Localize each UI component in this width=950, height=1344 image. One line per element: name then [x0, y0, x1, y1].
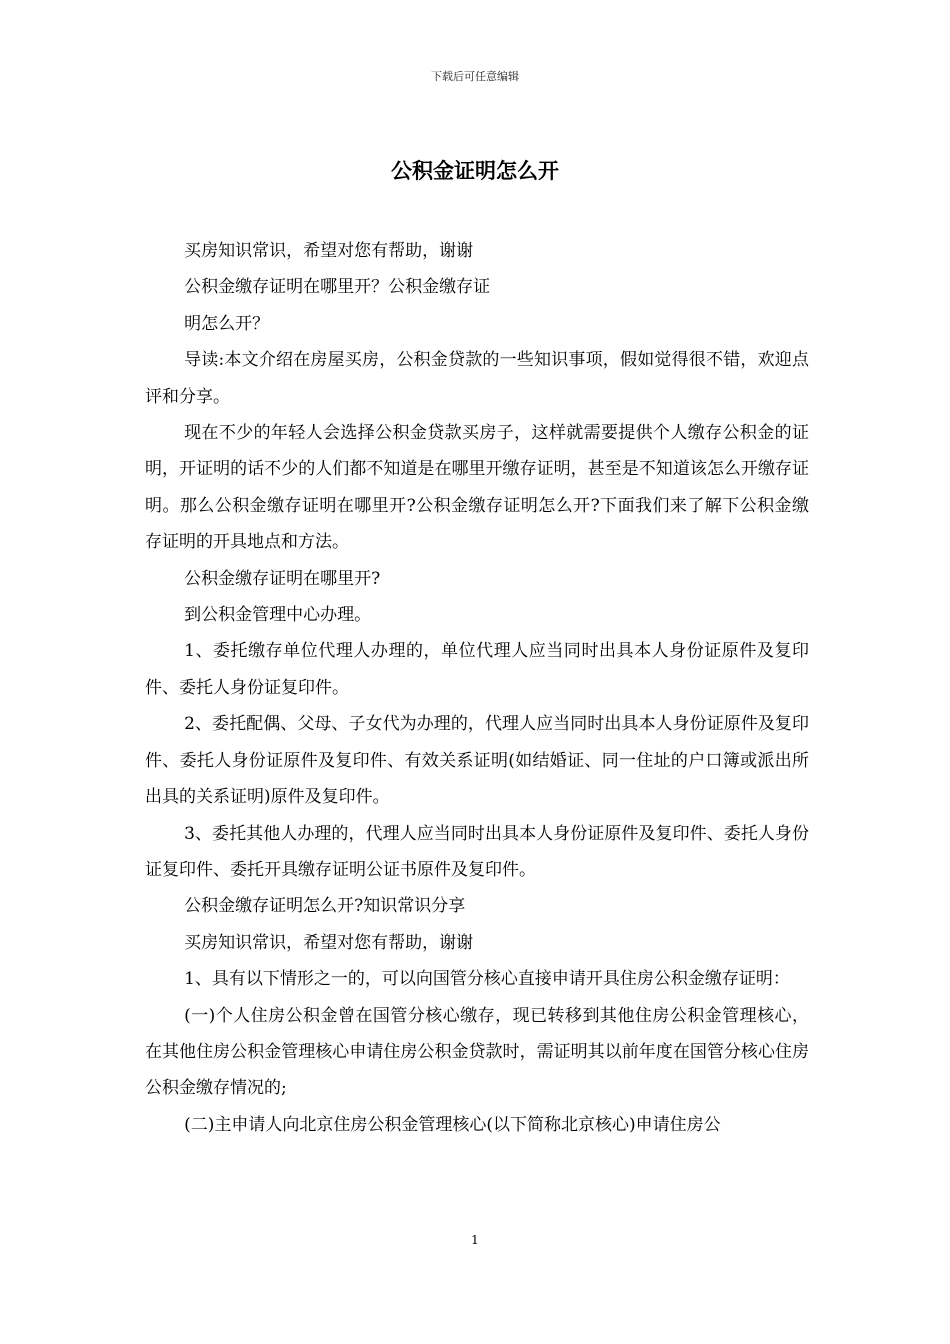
- paragraph: 买房知识常识，希望对您有帮助，谢谢: [184, 932, 474, 953]
- page-number: 1: [471, 1233, 479, 1247]
- paragraph: 1、具有以下情形之一的，可以向国管分核心直接申请开具住房公积金缴存证明：: [184, 969, 790, 990]
- paragraph: 2、委托配偶、父母、子女代为办理的，代理人应当同时出具本人身份证原件及复印件、委托人身份证原件及复印件、有效关系证明(如结婚证、同一住址的户口簿或派出所出具的关系证明)原件及复印件。: [145, 714, 809, 808]
- paragraph: 明怎么开？: [184, 313, 270, 334]
- paragraph: (二)主申请人向北京住房公积金管理核心(以下简称北京核心)申请住房公: [184, 1114, 721, 1135]
- paragraph: (一)个人住房公积金曾在国管分核心缴存，现已转移到其他住房公积金管理核心，在其他住房公积金管理核心申请住房公积金贷款时，需证明其以前年度在国管分核心住房公积金缴存情况的;: [145, 1005, 809, 1099]
- paragraph: 公积金缴存证明在哪里开?: [184, 568, 381, 589]
- paragraph: 到公积金管理中心办理。: [184, 605, 372, 626]
- paragraph: 公积金缴存证明在哪里开？公积金缴存证: [184, 277, 491, 298]
- paragraph: 1、委托缴存单位代理人办理的，单位代理人应当同时出具本人身份证原件及复印件、委托人身份证复印件。: [145, 641, 809, 698]
- document-title: 公积金证明怎么开: [391, 158, 559, 183]
- paragraph: 导读:本文介绍在房屋买房，公积金贷款的一些知识事项，假如觉得很不错，欢迎点评和分享。: [145, 350, 809, 407]
- header-note: 下载后可任意编辑: [431, 70, 519, 83]
- paragraph: 现在不少的年轻人会选择公积金贷款买房子，这样就需要提供个人缴存公积金的证明，开证明的话不少的人们都不知道是在哪里开缴存证明，甚至是不知道该怎么开缴存证明。那么公积金缴存证明在哪里开?公积金缴存证明怎么开?下面我们来了解下公积金缴存证明的开具地点和方法。: [145, 423, 809, 553]
- document-body: [145, 233, 809, 1143]
- paragraph: 买房知识常识，希望对您有帮助，谢谢: [184, 241, 474, 261]
- paragraph: 3、委托其他人办理的，代理人应当同时出具本人身份证原件及复印件、委托人身份证复印件、委托开具缴存证明公证书原件及复印件。: [145, 823, 809, 880]
- paragraph: 公积金缴存证明怎么开?知识常识分享: [184, 896, 466, 917]
